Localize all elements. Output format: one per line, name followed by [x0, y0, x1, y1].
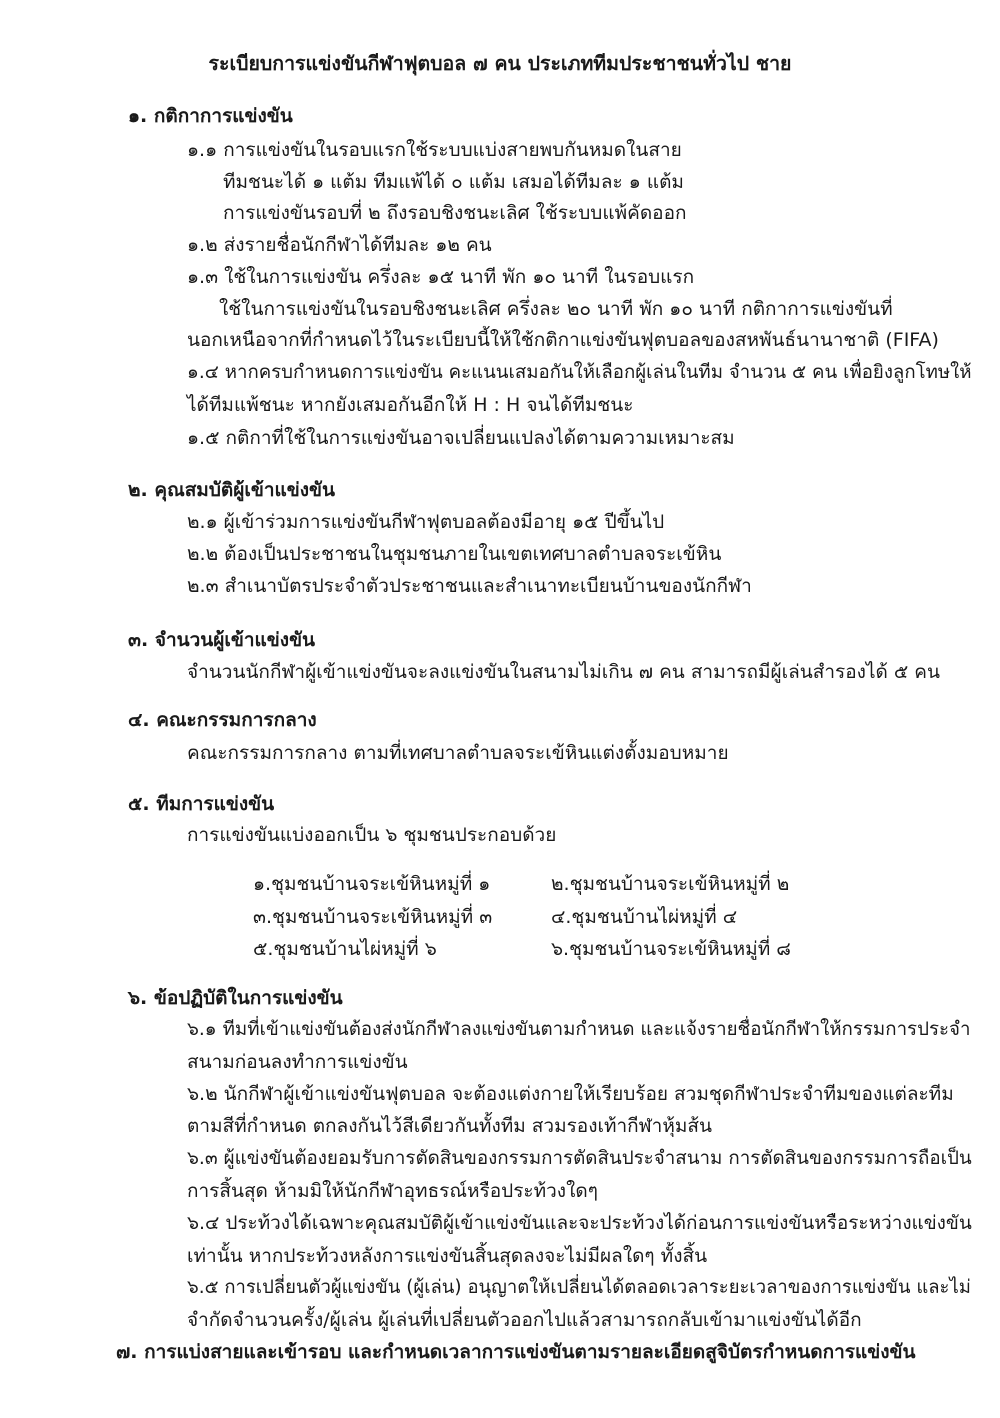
- section-6-line: ๖.๔ ประท้วงได้เฉพาะคุณสมบัติผู้เข้าแข่งขันและจะประท้วงได้ก่อนการแข่งขันหรือระหว่างแข่งขัน: [187, 1212, 972, 1234]
- community-item: ๕.ชุมชนบ้านไผ่หมู่ที่ ๖: [253, 938, 437, 960]
- section-5-line: การแข่งขันแบ่งออกเป็น ๖ ชุมชนประกอบด้วย: [187, 824, 557, 846]
- community-item: ๒.ชุมชนบ้านจระเข้หินหมู่ที่ ๒: [551, 873, 790, 895]
- section-1-line: ได้ทีมแพ้ชนะ หากยังเสมอกันอีกให้ H : H จนได้ทีมชนะ: [187, 394, 634, 416]
- community-item: ๖.ชุมชนบ้านจระเข้หินหมู่ที่ ๘: [551, 938, 791, 960]
- section-1-line: ๑.๒ ส่งรายชื่อนักกีฬาได้ทีมละ ๑๒ คน: [187, 234, 492, 256]
- section-1-line: ๑.๓ ใช้ในการแข่งขัน ครึ่งละ ๑๕ นาที พัก ๑๐ นาที ในรอบแรก: [187, 266, 695, 288]
- section-4-line: คณะกรรมการกลาง ตามที่เทศบาลตำบลจระเข้หินแต่งตั้งมอบหมาย: [187, 742, 729, 764]
- section-1-line: ๑.๕ กติกาที่ใช้ในการแข่งขันอาจเปลี่ยนแปลงได้ตามความเหมาะสม: [187, 427, 735, 449]
- section-6-line: ๖.๓ ผู้แข่งขันต้องยอมรับการตัดสินของกรรมการตัดสินประจำสนาม การตัดสินของกรรมการถือเป็น: [187, 1148, 972, 1169]
- section-6-line: จำกัดจำนวนครั้ง/ผู้เล่น ผู้เล่นที่เปลี่ยนตัวออกไปแล้วสามารถกลับเข้ามาแข่งขันได้อีก: [187, 1309, 862, 1331]
- section-5-heading: ๕. ทีมการแข่งขัน: [128, 793, 275, 815]
- section-1-line: ๑.๔ หากครบกำหนดการแข่งขัน คะแนนเสมอกันให้เลือกผู้เล่นในทีม จำนวน ๕ คน เพื่อยิงลูกโทษให้: [187, 362, 972, 383]
- section-1-line: นอกเหนือจากที่กำหนดไว้ในระเบียบนี้ให้ใช้กติกาแข่งขันฟุตบอลของสหพันธ์นานาชาติ (FIFA): [187, 329, 939, 351]
- section-1-line: การแข่งขันรอบที่ ๒ ถึงรอบชิงชนะเลิศ ใช้ระบบแพ้คัดออก: [223, 202, 687, 224]
- section-4-heading: ๔. คณะกรรมการกลาง: [128, 709, 317, 731]
- section-6-line: ๖.๕ การเปลี่ยนตัวผู้แข่งขัน (ผู้เล่น) อนุญาตให้เปลี่ยนได้ตลอดเวลาระยะเวลาของการแข่งขัน และไม่: [187, 1277, 971, 1298]
- section-1-line: ทีมชนะได้ ๑ แต้ม ทีมแพ้ได้ ๐ แต้ม เสมอได้ทีมละ ๑ แต้ม: [223, 171, 684, 193]
- section-6-line: ๖.๒ นักกีฬาผู้เข้าแข่งขันฟุตบอล จะต้องแต่งกายให้เรียบร้อย สวมชุดกีฬาประจำทีมของแต่ละทีม: [187, 1083, 954, 1105]
- community-item: ๔.ชุมชนบ้านไผ่หมู่ที่ ๔: [551, 906, 738, 928]
- section-2-line: ๒.๓ สำเนาบัตรประจำตัวประชาชนและสำเนาทะเบียนบ้านของนักกีฬา: [187, 575, 752, 597]
- section-7-heading: ๗. การแบ่งสายและเข้ารอบ และกำหนดเวลาการแข่งขันตามรายละเอียดสูจิบัตรกำหนดการแข่งขัน: [116, 1341, 916, 1363]
- section-2-line: ๒.๑ ผู้เข้าร่วมการแข่งขันกีฬาฟุตบอลต้องมีอายุ ๑๕ ปีขึ้นไป: [187, 511, 665, 533]
- section-6-line: สนามก่อนลงทำการแข่งขัน: [187, 1051, 408, 1073]
- section-1-line: ๑.๑ การแข่งขันในรอบแรกใช้ระบบแบ่งสายพบกันหมดในสาย: [187, 139, 682, 161]
- section-6-line: เท่านั้น หากประท้วงหลังการแข่งขันสิ้นสุดลงจะไม่มีผลใดๆ ทั้งสิ้น: [187, 1245, 708, 1267]
- section-3-line: จำนวนนักกีฬาผู้เข้าแข่งขันจะลงแข่งขันในสนามไม่เกิน ๗ คน สามารถมีผู้เล่นสำรองได้ ๕ คน: [187, 661, 940, 683]
- section-2-heading: ๒. คุณสมบัติผู้เข้าแข่งขัน: [128, 479, 335, 501]
- document-title: ระเบียบการแข่งขันกีฬาฟุตบอล ๗ คน ประเภททีมประชาชนทั่วไป ชาย: [208, 52, 792, 75]
- section-1-line: ใช้ในการแข่งขันในรอบชิงชนะเลิศ ครึ่งละ ๒๐ นาที พัก ๑๐ นาที กติกาการแข่งขันที่: [219, 298, 893, 320]
- section-6-line: การสิ้นสุด ห้ามมิให้นักกีฬาอุทธรณ์หรือประท้วงใดๆ: [187, 1180, 598, 1202]
- section-6-heading: ๖. ข้อปฏิบัติในการแข่งขัน: [128, 987, 343, 1009]
- section-1-heading: ๑. กติกาการแข่งขัน: [128, 105, 293, 127]
- section-3-heading: ๓. จำนวนผู้เข้าแข่งขัน: [128, 629, 316, 651]
- section-6-line: ตามสีที่กำหนด ตกลงกันไว้สีเดียวกันทั้งทีม สวมรองเท้ากีฬาหุ้มส้น: [187, 1115, 712, 1137]
- community-item: ๓.ชุมชนบ้านจระเข้หินหมู่ที่ ๓: [253, 906, 493, 928]
- community-item: ๑.ชุมชนบ้านจระเข้หินหมู่ที่ ๑: [253, 873, 491, 895]
- section-6-line: ๖.๑ ทีมที่เข้าแข่งขันต้องส่งนักกีฬาลงแข่งขันตามกำหนด และแจ้งรายชื่อนักกีฬาให้กรรมการประจำ: [187, 1019, 971, 1040]
- section-2-line: ๒.๒ ต้องเป็นประชาชนในชุมชนภายในเขตเทศบาลตำบลจระเข้หิน: [187, 543, 722, 565]
